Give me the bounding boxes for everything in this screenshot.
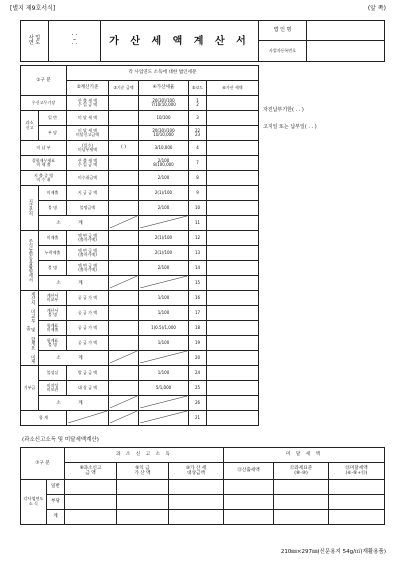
row-tax-input[interactable] [207, 156, 259, 171]
row-base-amount[interactable] [109, 351, 139, 366]
page-side-label: (앞 쪽) [367, 5, 386, 12]
penalty-row [21, 111, 259, 126]
biz-number-label: 사업자등록번호 [259, 41, 307, 62]
row-subtotal-label: 소 계 [39, 396, 109, 411]
penalty-row [21, 186, 259, 201]
amount-input[interactable] [329, 495, 385, 510]
amount-input[interactable] [329, 510, 385, 525]
row-group: 주식등변동상황명세서 [21, 231, 39, 291]
col-tax: ⑥가산 세액 [207, 81, 259, 96]
row-label: 부당 [47, 495, 65, 510]
row-base-amount[interactable] [109, 216, 139, 231]
row-code: 1 2 [189, 96, 207, 111]
row-basis: 지 급 금 액 [67, 186, 109, 201]
penalty-row [21, 141, 259, 156]
row-code: 26 [189, 396, 207, 411]
penalty-row [21, 336, 259, 351]
biz-number-input[interactable] [307, 41, 385, 62]
row-tax-input[interactable] [207, 306, 259, 321]
row-tax-input[interactable] [207, 171, 259, 186]
row-tax-input[interactable] [207, 126, 259, 141]
amount-input[interactable] [169, 495, 224, 510]
row-code: 14 [189, 261, 207, 276]
row-code: 21 [189, 411, 207, 426]
row-base-amount[interactable]: ( ) [109, 141, 139, 156]
row-base-amount[interactable] [109, 336, 139, 351]
row-tax-input[interactable] [207, 261, 259, 276]
row-tax-input[interactable] [207, 396, 259, 411]
row-tax-input[interactable] [207, 381, 259, 396]
penalty-row [21, 291, 259, 306]
bottom-col-penalty-base: ⑩가 산 세 대상금액 [169, 463, 224, 480]
penalty-row [21, 231, 259, 246]
row-rate [139, 396, 189, 411]
row-tax-input[interactable] [207, 216, 259, 231]
row-tax-input[interactable] [207, 411, 259, 426]
row-basis: 미 달 세 액 미달신고금액 [67, 126, 109, 141]
bottom-group-underreported: 과 소 신 고 소 득 [65, 448, 224, 463]
row-code: 20 [189, 351, 207, 366]
penalty-row [21, 306, 259, 321]
row-base-amount[interactable] [109, 201, 139, 216]
row-code: 16 [189, 291, 207, 306]
form-header-table [20, 20, 385, 62]
bottom-col-category: ⑦구 분 [21, 448, 65, 480]
row-basis [67, 411, 109, 426]
amount-input[interactable] [169, 480, 224, 495]
amount-input[interactable] [329, 480, 385, 495]
row-subcategory: 불 명 [39, 201, 67, 216]
row-code: 11 [189, 216, 207, 231]
row-base-amount[interactable] [109, 156, 139, 171]
row-tax-input[interactable] [207, 201, 259, 216]
row-rate: 1/100 [139, 336, 189, 351]
row-basis: (일수) 미납부세액 [67, 141, 109, 156]
penalty-tax-table [20, 65, 259, 426]
due-date-field[interactable]: 자진납부기한( . . ) [263, 107, 304, 113]
row-tax-input[interactable] [207, 246, 259, 261]
penalty-row [21, 156, 259, 171]
row-subtotal-label: 소 계 [39, 276, 109, 291]
row-basis: 발 급 금 액 [67, 366, 109, 381]
col-category: ①구 분 [21, 66, 67, 96]
penalty-row [21, 201, 259, 216]
row-code: 12 [189, 231, 207, 246]
col-basis: ②계산기준 [67, 81, 109, 96]
row-category: 합 계 [21, 411, 67, 426]
amount-input[interactable] [117, 510, 169, 525]
row-subcategory: 합계표 미제출 [39, 321, 67, 336]
row-subcategory: 부 당 [39, 126, 67, 141]
row-subcategory: 일 반 [39, 111, 67, 126]
row-tax-input[interactable] [207, 351, 259, 366]
row-code: 3 [189, 111, 207, 126]
row-base-amount[interactable] [109, 306, 139, 321]
row-basis: 공 급 가 액 [67, 291, 109, 306]
row-category: 미 납 부 [21, 141, 67, 156]
row-category: 지 출 증 빙 미 수 취 [21, 171, 67, 186]
row-tax-input[interactable] [207, 291, 259, 306]
amount-input[interactable] [224, 480, 274, 495]
row-code: 10 [189, 201, 207, 216]
row-code: 8 [189, 171, 207, 186]
row-rate: 2/100 [139, 261, 189, 276]
row-tax-input[interactable] [207, 366, 259, 381]
amount-input[interactable] [117, 480, 169, 495]
row-rate: 2/100 [139, 201, 189, 216]
bottom-col-reported-tax: ⑫과세표준 (⑧-⑩) [274, 463, 329, 480]
penalty-row [21, 126, 259, 141]
form-number-label: [별지 제9호서식] [10, 5, 56, 12]
row-subcategory: 합계표 불 명 [39, 336, 67, 351]
row-tax-input[interactable] [207, 276, 259, 291]
paper-spec-footer: 210㎜×297㎜(신문용지 54g/㎡(재활용품) [280, 549, 386, 555]
underreport-row [21, 480, 385, 495]
bottom-col-shortfall-tax: ⑬미달세액 (⑥-⑨+⑪) [329, 463, 385, 480]
underreport-row [21, 510, 385, 525]
amount-input[interactable] [224, 510, 274, 525]
corp-name-label: 법 인 명 [259, 21, 307, 41]
amount-input[interactable] [224, 495, 274, 510]
row-basis: 미 달 세 액 [67, 111, 109, 126]
section-title: (과소신고소득 및 미달세액계산) [22, 437, 99, 443]
row-tax-input[interactable] [207, 336, 259, 351]
row-code: 19 [189, 336, 207, 351]
penalty-row [21, 381, 259, 396]
row-basis: 액 면 금 액 (출자가액) [67, 261, 109, 276]
penalty-row [21, 216, 259, 231]
row-basis: 공 급 가 액 [67, 306, 109, 321]
row-tax-input[interactable] [207, 231, 259, 246]
row-rate: 1/100 [139, 366, 189, 381]
row-rate: 2(1)/100 [139, 186, 189, 201]
corp-name-input[interactable] [307, 21, 385, 41]
row-subcategory: 불성실 [39, 366, 67, 381]
penalty-row [21, 171, 259, 186]
row-base-amount[interactable] [109, 411, 139, 426]
row-label: 일반 [47, 480, 65, 495]
row-code: 13 [189, 246, 207, 261]
row-basis: 산 출 세 액 수 입 금 액 [67, 96, 109, 111]
amount-input[interactable] [274, 480, 329, 495]
bottom-col-underreported: ⑧과소신고 금 액 [65, 463, 117, 480]
row-basis: 대 상 금 액 [67, 381, 109, 396]
row-label: 계 [47, 510, 65, 525]
business-year-input[interactable]: ･ ･ ~ ･ ･ [49, 21, 101, 62]
row-rate: 20(30)/100 7/10(10,000 [139, 96, 189, 111]
row-subcategory: 미작성 미보관 [39, 381, 67, 396]
row-rate [139, 216, 189, 231]
row-base-amount[interactable] [109, 396, 139, 411]
row-tax-input[interactable] [207, 96, 259, 111]
row-category: 결합재무제표 미 제 출 [21, 156, 67, 171]
row-basis: 공 급 가 액 [67, 321, 109, 336]
row-rate: 1/100 [139, 291, 189, 306]
row-code: 9 [189, 186, 207, 201]
row-group: 과소 신고 [21, 111, 39, 141]
amount-input[interactable] [65, 495, 117, 510]
row-tax-input[interactable] [207, 111, 259, 126]
amount-input[interactable] [65, 480, 117, 495]
row-rate: 2/100 [139, 171, 189, 186]
row-rate [139, 351, 189, 366]
col-code: ⑤코드 [189, 81, 207, 96]
row-rate: 20(30)/100 10/10,000 [139, 126, 189, 141]
row-base-amount[interactable] [109, 96, 139, 111]
row-code: 7 [189, 156, 207, 171]
penalty-row [21, 261, 259, 276]
row-base-amount[interactable] [109, 186, 139, 201]
row-base-amount[interactable] [109, 276, 139, 291]
row-basis: 산 출 세 액 수 입 금 액 [67, 156, 109, 171]
row-basis: 불명금액 [67, 201, 109, 216]
row-basis: 액 면 금 액 (출자가액) [67, 231, 109, 246]
row-base-amount[interactable] [109, 231, 139, 246]
penalty-row [21, 321, 259, 336]
row-rate: 10/100 [139, 111, 189, 126]
row-subtotal-label: 소 계 [39, 351, 109, 366]
row-base-amount[interactable] [109, 291, 139, 306]
row-base-amount[interactable] [109, 171, 139, 186]
penalty-row [21, 396, 259, 411]
form-title: 가 산 세 액 계 산 서 [101, 21, 259, 62]
underreport-table [20, 447, 385, 525]
row-code: 17 [189, 306, 207, 321]
row-base-amount[interactable] [109, 126, 139, 141]
row-code: 25 [189, 381, 207, 396]
row-rate [139, 411, 189, 426]
row-code: 4 [189, 141, 207, 156]
row-rate: 1(0.5)/1,000 [139, 321, 189, 336]
row-subcategory: 누락제출 [39, 246, 67, 261]
row-code: 24 [189, 366, 207, 381]
bottom-col-computed-tax: ⑪산출세액 [224, 463, 274, 480]
penalty-row [21, 411, 259, 426]
row-tax-input[interactable] [207, 186, 259, 201]
amount-input[interactable] [65, 510, 117, 525]
row-group: 계산서 미교부 및 합계표 미제출 [21, 291, 39, 366]
row-rate: 2/100 8/100,000 [139, 156, 189, 171]
row-tax-input[interactable] [207, 321, 259, 336]
row-code: 18 [189, 321, 207, 336]
row-subcategory: 계산서 불 명 [39, 306, 67, 321]
notice-date-field[interactable]: 고지일 또는 납부일( . . ) [263, 124, 317, 130]
row-rate: 1/100 [139, 306, 189, 321]
row-basis: 액 면 금 액 (출자가액) [67, 246, 109, 261]
row-tax-input[interactable] [207, 141, 259, 156]
amount-input[interactable] [117, 495, 169, 510]
row-base-amount[interactable] [109, 381, 139, 396]
row-rate [139, 276, 189, 291]
row-base-amount[interactable] [109, 366, 139, 381]
penalty-row [21, 276, 259, 291]
penalty-row [21, 351, 259, 366]
row-base-amount[interactable] [109, 261, 139, 276]
row-code: 22 23 [189, 126, 207, 141]
amount-input[interactable] [169, 510, 224, 525]
row-rate: 2(1)/100 [139, 231, 189, 246]
col-base-amount: ③기준 금액 [109, 81, 139, 96]
row-basis: 공 급 가 액 [67, 336, 109, 351]
bottom-group-shortfall: 미 달 세 액 [224, 448, 385, 463]
row-subcategory: 불 명 [39, 261, 67, 276]
bottom-col-income: ⑨익 금 가 산 액 [117, 463, 169, 480]
underreport-row [21, 495, 385, 510]
row-group-label: 각사업연도 소 득 [21, 480, 47, 525]
penalty-row [21, 246, 259, 261]
penalty-row [21, 96, 259, 111]
row-subcategory: 계산서 미교부 [39, 291, 67, 306]
row-rate: 5/1,000 [139, 381, 189, 396]
penalty-row [21, 366, 259, 381]
amount-input[interactable] [274, 510, 329, 525]
row-group: 기부금 [21, 366, 39, 411]
row-subcategory: 미제출 [39, 231, 67, 246]
header-group: 각 사업연도 소득에 대한 법인세분 [67, 66, 259, 81]
row-basis: 미수취금액 [67, 171, 109, 186]
row-base-amount[interactable] [109, 246, 139, 261]
row-subcategory: 미제출 [39, 186, 67, 201]
col-rate: ④가산세율 [139, 81, 189, 96]
row-category: 무신고무기장 [21, 96, 67, 111]
row-base-amount[interactable] [109, 111, 139, 126]
row-rate: 3/10,000 [139, 141, 189, 156]
row-code: 15 [189, 276, 207, 291]
business-year-label: 사 업 연 도 [21, 21, 49, 62]
amount-input[interactable] [274, 495, 329, 510]
row-group: 지급조서 [21, 186, 39, 231]
row-base-amount[interactable] [109, 321, 139, 336]
row-subtotal-label: 소 계 [39, 216, 109, 231]
row-rate: 2(1)/100 [139, 246, 189, 261]
